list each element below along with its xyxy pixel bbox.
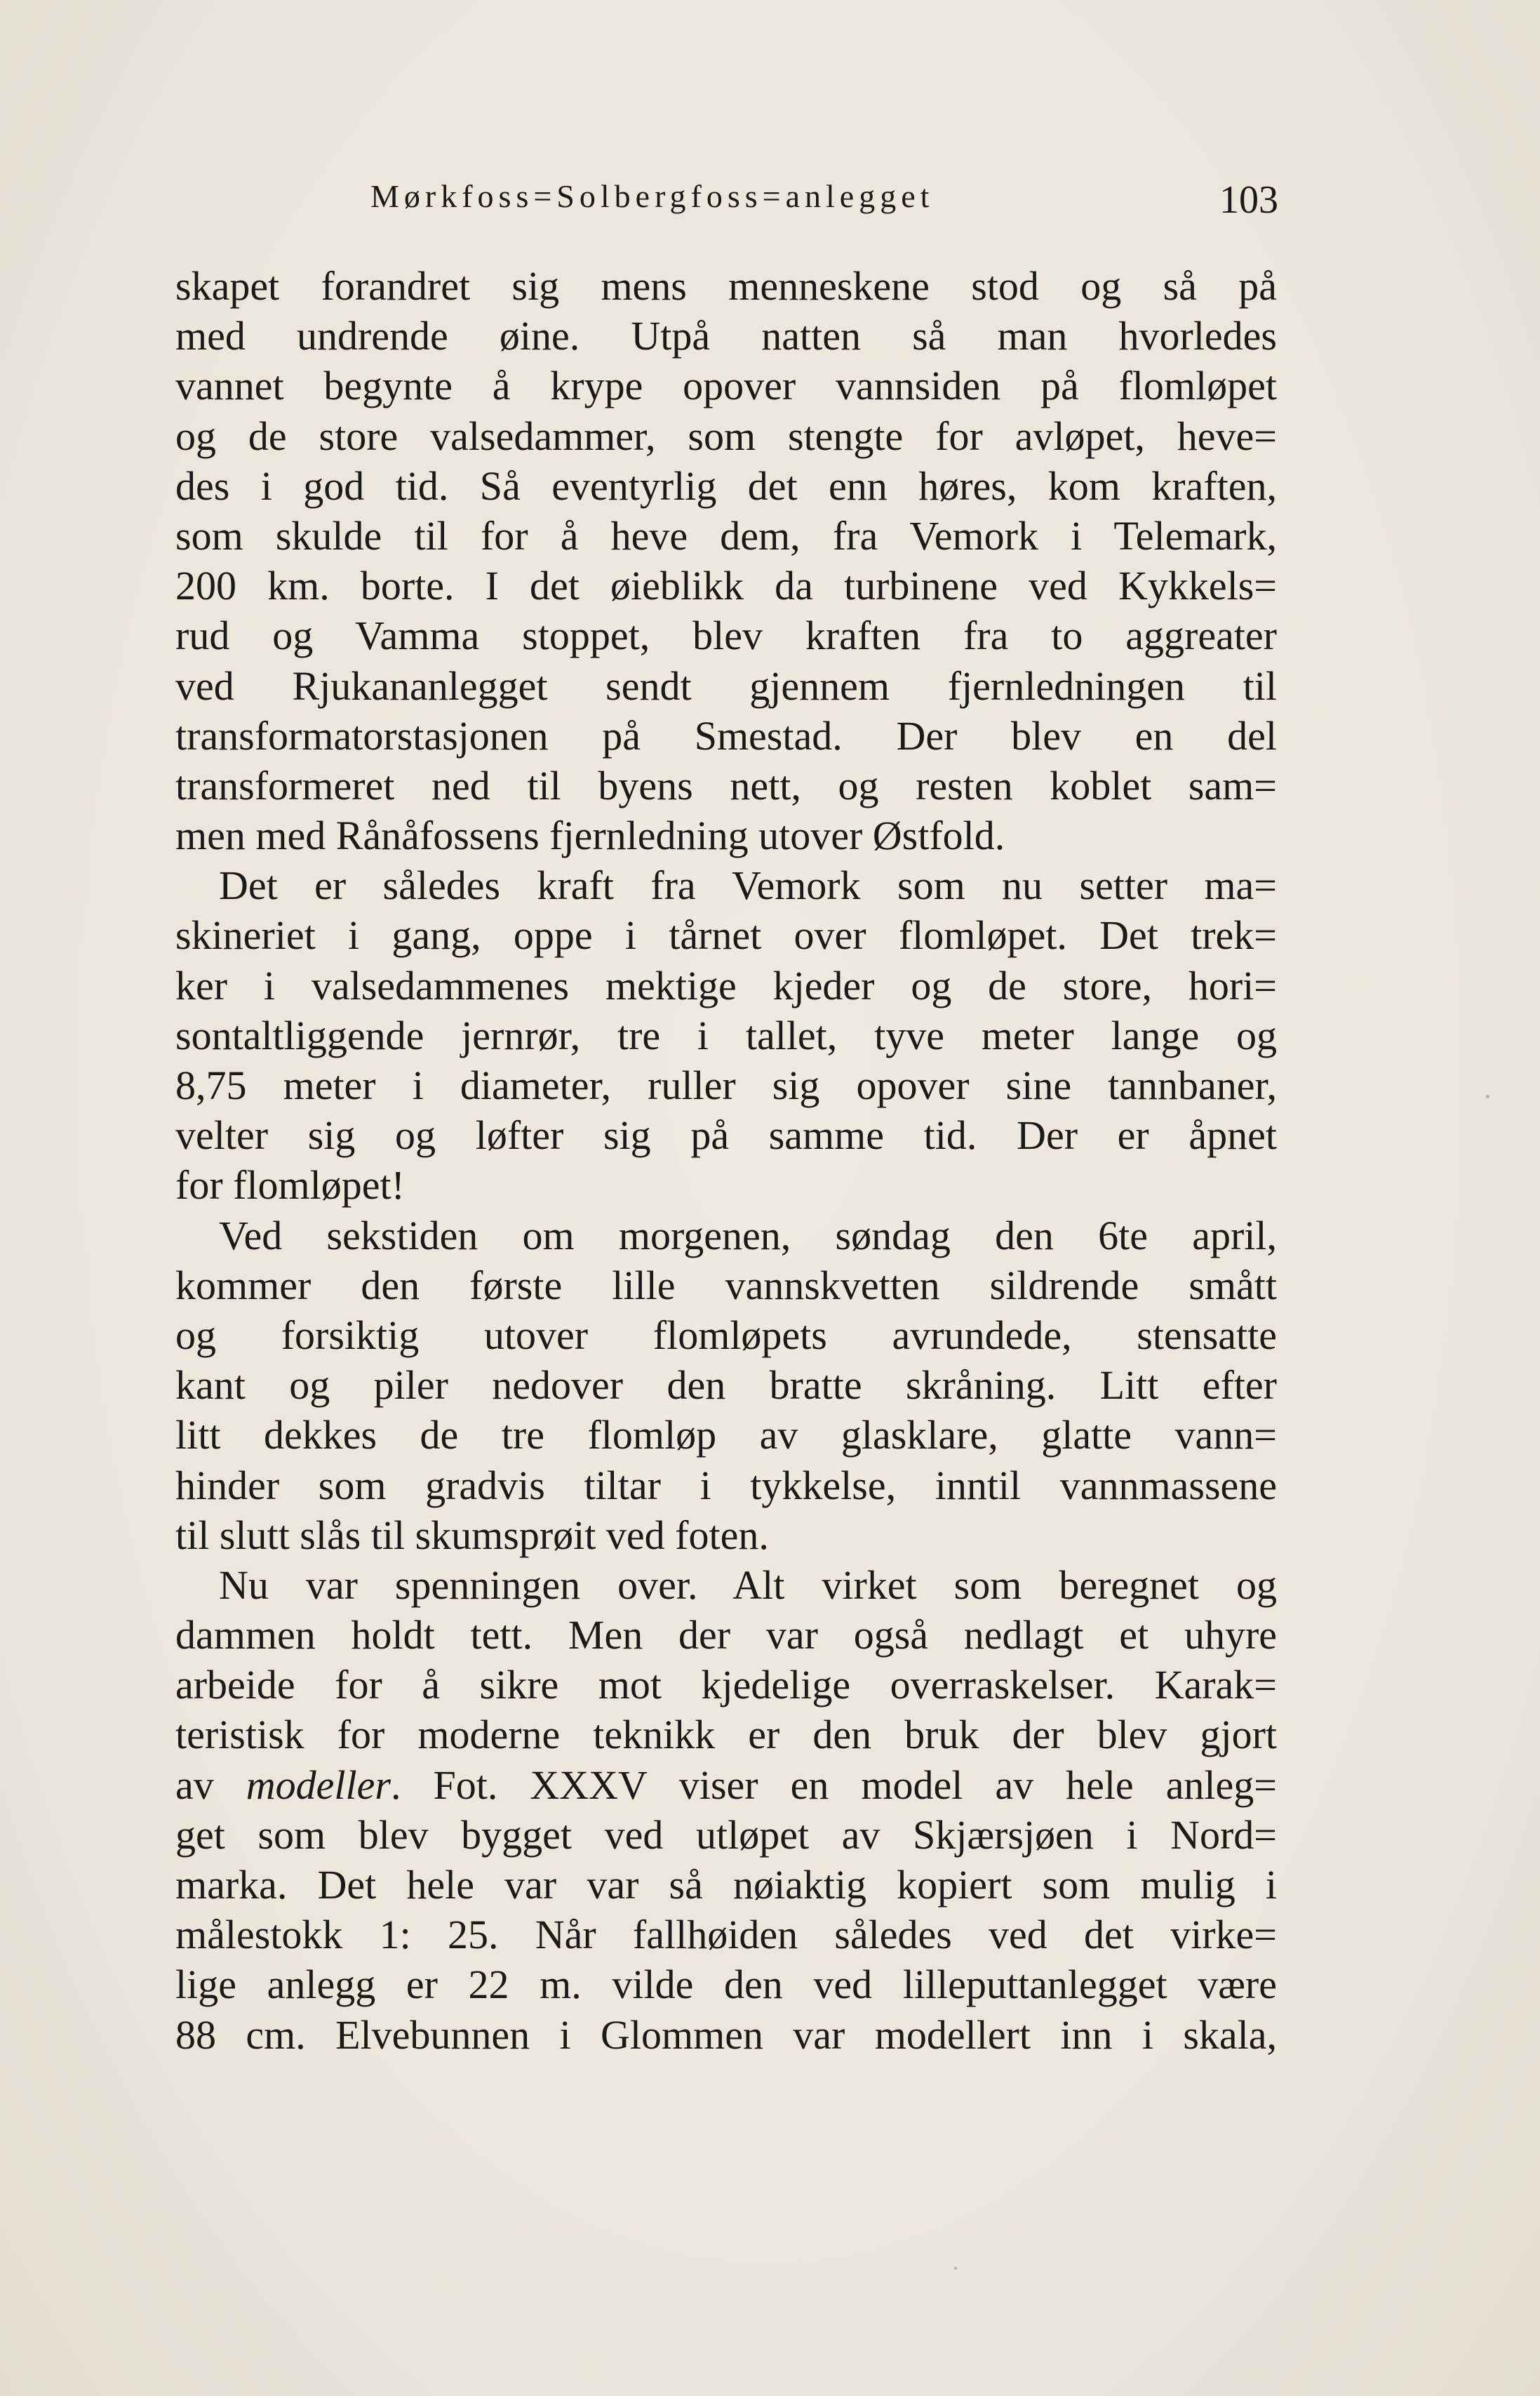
text-line: skapet forandret sig mens menneskene stod og så på: [175, 263, 1277, 309]
text-line: des i god tid. Så eventyrlig det enn høres, kom kraften,: [175, 462, 1277, 509]
page-number: 103: [1219, 178, 1278, 222]
body-text: [175, 261, 1277, 2060]
text-line: velter sig og løfter sig på samme tid. Der er åpnet: [175, 1112, 1277, 1159]
paragraph-end-line: for flomløpet!: [175, 1162, 405, 1209]
text-line: ved Rjukananlegget sendt gjennem fjernledningen til: [175, 663, 1277, 709]
text-line: og de store valsedammer, som stengte for avløpet, heve=: [175, 413, 1277, 459]
text-line: 8,75 meter i diameter, ruller sig opover sine tannbaner,: [175, 1063, 1277, 1108]
paragraph-end-line: men med Rånåfossens fjernledning utover Østfold.: [175, 813, 1005, 859]
text-fragment: av: [175, 1762, 214, 1808]
text-line: marka. Det hele var var så nøiaktig kopiert som mulig i: [175, 1862, 1277, 1908]
text-fragment: . Fot. XXXV viser en model av hele anleg=: [390, 1762, 1277, 1808]
text-line: sontaltliggende jernrør, tre i tallet, tyve meter lange og: [175, 1012, 1277, 1058]
text-line: som skulde til for å heve dem, fra Vemork i Telemark,: [175, 512, 1277, 559]
text-line: skineriet i gang, oppe i tårnet over flomløpet. Det trek=: [175, 912, 1277, 959]
paragraph-start-line: Det er således kraft fra Vemork som nu setter ma=: [219, 863, 1277, 909]
paper-speck: [954, 2267, 957, 2270]
text-line-with-emphasis: [175, 1760, 1277, 1810]
text-line: og forsiktig utover flomløpets avrundede, stensatte: [175, 1312, 1277, 1358]
paragraph-start-line: Ved sekstiden om morgenen, søndag den 6te april,: [219, 1212, 1277, 1258]
text-line: ker i valsedammenes mektige kjeder og de store, hori=: [175, 962, 1277, 1009]
text-line: transformatorstasjonen på Smestad. Der blev en del: [175, 712, 1277, 759]
text-line: dammen holdt tett. Men der var også nedlagt et uhyre: [175, 1612, 1277, 1658]
text-line: teristisk for moderne teknikk er den bruk der blev gjort: [175, 1712, 1277, 1758]
text-line: med undrende øine. Utpå natten så man hvorledes: [175, 313, 1277, 359]
text-line: 88 cm. Elvebunnen i Glommen var modellert inn i skala,: [175, 2011, 1277, 2058]
text-line: get som blev bygget ved utløpet av Skjærsjøen i Nord=: [175, 1811, 1277, 1858]
text-line: kommer den første lille vannskvetten sildrende smått: [175, 1262, 1277, 1308]
text-line: litt dekkes de tre flomløp av glasklare, glatte vann=: [175, 1412, 1277, 1458]
emphasis-text: modeller: [246, 1762, 391, 1808]
text-line: hinder som gradvis tiltar i tykkelse, inntil vannmassene: [175, 1462, 1277, 1508]
paper-speck: [1486, 1095, 1489, 1098]
paragraph-end-line: til slutt slås til skumsprøit ved foten.: [175, 1512, 769, 1558]
text-line: arbeide for å sikre mot kjedelige overraskelser. Karak=: [175, 1662, 1277, 1708]
paragraph-start-line: Nu var spenningen over. Alt virket som beregnet og: [219, 1562, 1277, 1608]
text-line: målestokk 1: 25. Når fallhøiden således ved det virke=: [175, 1912, 1277, 1958]
text-line: rud og Vamma stoppet, blev kraften fra to aggreater: [175, 613, 1277, 659]
text-line: kant og piler nedover den bratte skråning. Litt efter: [175, 1362, 1277, 1409]
text-line: vannet begynte å krype opover vannsiden på flomløpet: [175, 363, 1277, 409]
text-line: transformeret ned til byens nett, og resten koblet sam=: [175, 762, 1277, 808]
running-head: Mørkfoss=Solbergfoss=anlegget: [370, 178, 935, 214]
text-line: 200 km. borte. I det øieblikk da turbinene ved Kykkels=: [175, 563, 1277, 609]
text-line: lige anlegg er 22 m. vilde den ved lilleputtanlegget være: [175, 1962, 1277, 2008]
